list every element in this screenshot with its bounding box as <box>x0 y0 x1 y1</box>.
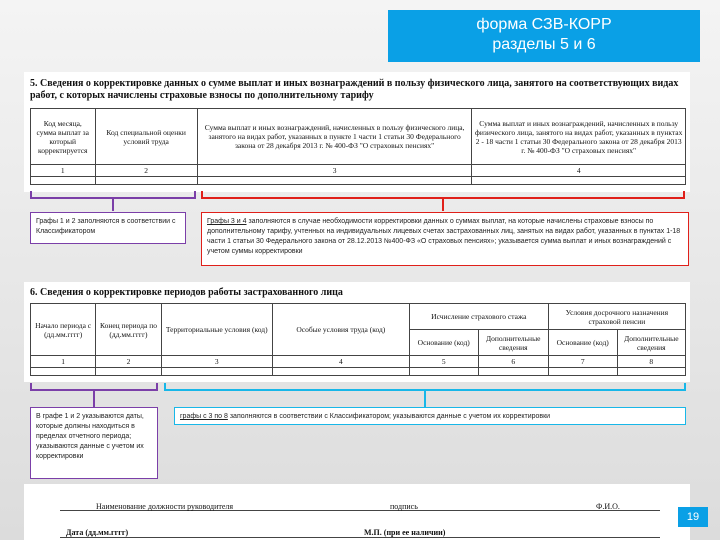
s5-header-sum-p1: Сумма выплат и иных вознаграждений, начисленных в пользу физического лица, занятого на видах работ, указанных в пункте 1 части 1 статьи 30 Федерального закона от 28 декабря 2013 г. № 400-ФЗ "О страховых пенсиях" <box>197 109 472 165</box>
s5-header-month: Код месяца, сумма выплат за который корректируется <box>31 109 96 165</box>
s6-header-early-group: Условия досрочного назначения страховой пенсии <box>548 304 685 330</box>
s5-data-cell <box>95 177 197 185</box>
sig-fio: Ф.И.О. <box>596 502 620 511</box>
s5-data-cell <box>472 177 686 185</box>
s6-note-right-text: заполняются в соответствии с Классификатором; указываются данные с учетом их корректировки <box>227 413 551 420</box>
s6-colnum: 7 <box>548 356 617 368</box>
s6-data-cell <box>96 368 161 376</box>
sig-date: Дата (дд.мм.гггг) <box>66 528 129 537</box>
s6-note-right <box>174 407 686 425</box>
s6-header-extra: Дополнительные сведения <box>478 330 548 356</box>
s6-bracket-purple <box>30 383 158 391</box>
s6-header-extra2: Дополнительные сведения <box>617 330 685 356</box>
s5-data-cell <box>31 177 96 185</box>
s6-header-start: Начало периода с (дд.мм.гггг) <box>31 304 96 356</box>
s5-tick-purple <box>112 199 114 211</box>
s6-colnum: 5 <box>409 356 478 368</box>
s6-data-cell <box>548 368 617 376</box>
s6-data-cell <box>617 368 685 376</box>
s5-note-left-text: Графы 1 и 2 заполняются в соответствии с Классификатором <box>36 218 176 235</box>
slide-title-line2: разделы 5 и 6 <box>492 36 596 53</box>
s6-bracket-cyan <box>164 383 686 391</box>
s6-colnum: 8 <box>617 356 685 368</box>
s6-header-insurance-group: Исчисление страхового стажа <box>409 304 548 330</box>
s5-note-left <box>30 212 186 244</box>
section6-table <box>30 303 686 376</box>
s6-note-left <box>30 407 158 479</box>
s6-colnum: 4 <box>272 356 409 368</box>
signature-line-2 <box>60 537 660 538</box>
s6-note-right-prefix: графы с 3 по 8 <box>180 413 228 420</box>
s5-bracket-purple <box>30 191 196 199</box>
s6-data-cell <box>272 368 409 376</box>
s5-note-right-text: заполняются в случае необходимости корректировки данных о суммах выплат, на которые начислены страховые взносы по дополнительному тарифу, учтенных на индивидуальных лицевых счетах застрахованных лиц, занятых на видах работ, указанных в пунктах 1-18 части 1 статьи 30 Федерального закона от 28.12.2013 №400-ФЗ «О страховых пенсиях»; указывается сумма выплат и иных вознаграждений с учетом суммы корректировки <box>207 218 681 255</box>
s5-note-right-prefix: Графы 3 и 4 <box>207 218 247 225</box>
s6-colnum: 6 <box>478 356 548 368</box>
s5-tick-red <box>442 199 444 211</box>
s5-data-cell <box>197 177 472 185</box>
section5-table <box>30 108 686 185</box>
s5-note-right <box>201 212 689 266</box>
sig-head-position: Наименование должности руководителя <box>96 502 234 511</box>
s5-colnum: 3 <box>197 165 472 177</box>
slide-number: 19 <box>678 507 708 527</box>
section5-title: 5. Сведения о корректировке данных о сумме выплат и иных вознаграждений в пользу физического лица, занятого на соответствующих видах работ, с которых начислены страховые взносы по дополнительному тарифу <box>30 78 679 101</box>
s6-colnum: 1 <box>31 356 96 368</box>
slide-title-box <box>388 10 700 62</box>
s6-data-cell <box>161 368 272 376</box>
s6-data-cell <box>31 368 96 376</box>
s6-tick-cyan <box>424 391 426 407</box>
s6-note-left-text: В графе 1 и 2 указываются даты, которые должны находиться в пределах отчетного периода; указываются данные с учетом их корректировки <box>36 413 144 460</box>
s6-data-cell <box>409 368 478 376</box>
s6-header-basis2: Основание (код) <box>548 330 617 356</box>
s5-bracket-red <box>201 191 685 199</box>
s5-colnum: 2 <box>95 165 197 177</box>
s5-colnum: 1 <box>31 165 96 177</box>
s6-header-special: Особые условия труда (код) <box>272 304 409 356</box>
s6-header-basis: Основание (код) <box>409 330 478 356</box>
s6-colnum: 3 <box>161 356 272 368</box>
sig-stamp: М.П. (при ее наличии) <box>364 528 446 537</box>
sig-sign: подпись <box>390 502 418 511</box>
s6-header-territorial: Территориальные условия (код) <box>161 304 272 356</box>
s5-header-sum-p2-18: Сумма выплат и иных вознаграждений, начисленных в пользу физического лица, занятого на видах работ, указанных в пунктах 2 - 18 части 1 статьи 30 Федерального закона от 28 декабря 2013 г. № 400-ФЗ "О страховых пенсиях" <box>472 109 686 165</box>
section6-title: 6. Сведения о корректировке периодов работы застрахованного лица <box>30 287 343 298</box>
slide-title-line1: форма СЗВ-КОРР <box>476 16 612 33</box>
s6-data-cell <box>478 368 548 376</box>
s5-header-sout: Код специальной оценки условий труда <box>95 109 197 165</box>
s6-header-end: Конец периода по (дд.мм.гггг) <box>96 304 161 356</box>
s6-tick-purple <box>93 391 95 407</box>
s6-colnum: 2 <box>96 356 161 368</box>
s5-colnum: 4 <box>472 165 686 177</box>
